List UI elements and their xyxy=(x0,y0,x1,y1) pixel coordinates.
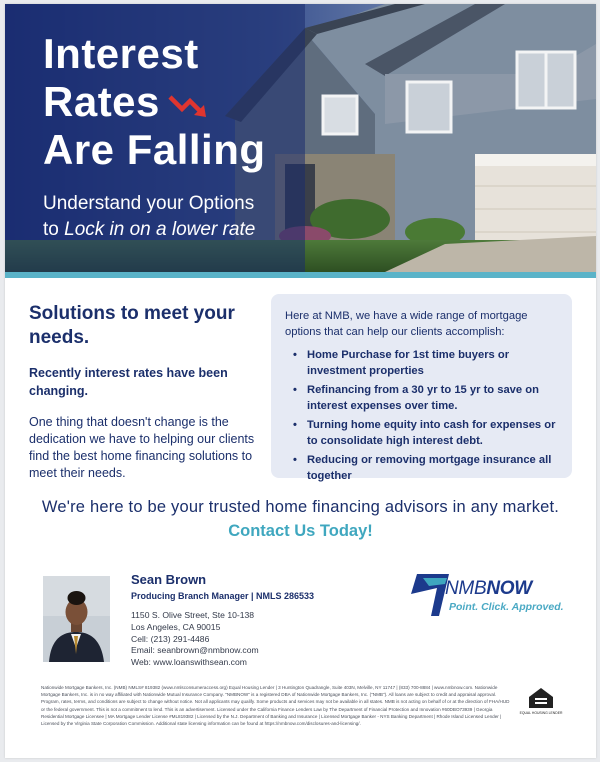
hero-subtitle-1: Understand your Options xyxy=(43,193,255,214)
hero-accent-strip xyxy=(5,272,596,278)
hero-subtitle-emphasis: Lock in on a lower rate xyxy=(64,219,256,240)
equal-housing-lender-icon xyxy=(519,686,563,716)
headline-line-1: Interest xyxy=(43,30,199,77)
solutions-heading: Solutions to meet your needs. xyxy=(29,303,235,348)
down-trend-arrow-icon xyxy=(168,91,208,119)
flyer-page xyxy=(5,4,596,758)
list-item xyxy=(285,382,558,414)
hero-subtitle-2 xyxy=(43,218,255,242)
agent-web[interactable]: Web: www.loanswithsean.com xyxy=(131,657,247,668)
hero-banner xyxy=(5,4,596,272)
tagline: We're here to be your trusted home financing advisors in any market. xyxy=(41,498,560,516)
ehl-label: EQUAL HOUSING LENDER xyxy=(519,711,563,715)
legal-disclaimer: Nationwide Mortgage Bankers, Inc. (NMB) NMLS# 819382 (www.nmlsconsumeraccess.org) Equal Housing Lender | 3 Huntington Quadrangle, Suite 403N, Melville, NY 11747 | (833) 700-8884 | www.nmbnow.com. Nationwide Mortgage Bankers, Inc. is in no way affiliated with Nationwide Mutual Insurance Company. "NMBNOW" is a registered DBA of Nationwide Mortgage Bankers, Inc. ("NMB"). All loans are subject to credit and appraisal approval. Program, rates, terms, and conditions are subject to change without notice. Not all applicants may qualify. Some products and services may not be available in all states. NMB is not acting on behalf of or at the direction of FHA/HUD or the federal government. This is not a commitment to lend. This is an advertisement. Licensed under the California Finance Lenders Law by The Department of Financial Protection and Innovation #60DBO73939 | Georgia Residential Mortgage Licensee | MA Mortgage Lender License #ML819382 | Licensed by the N.J. Department of Banking and Insurance | Licensed Mortgage Banker - NYS Banking Department | Rhode Island Licensed Lender | Licensed by the Virginia State Corporation Commission. Additional state licensing information can be found at https://nmbnow.com/disclosures-and-licensing/. xyxy=(41,685,510,727)
list-item-text: Turning home equity into cash for expenses or to consolidate high interest debt. xyxy=(307,419,556,447)
headline-rates: Rates xyxy=(43,78,160,125)
list-item xyxy=(285,452,558,484)
list-item xyxy=(285,417,558,449)
contact-cta[interactable]: Contact Us Today! xyxy=(228,522,373,540)
list-item-text: Refinancing from a 30 yr to 15 yr to save on interest expenses over time. xyxy=(307,384,539,412)
headline-line-3: Are Falling xyxy=(43,126,266,173)
bullet-icon: • xyxy=(293,384,297,396)
options-list xyxy=(285,347,558,484)
agent-email[interactable]: Email: seanbrown@nmbnow.com xyxy=(131,645,259,656)
agent-info xyxy=(131,572,361,669)
list-item xyxy=(285,347,558,379)
bullet-icon: • xyxy=(293,349,297,361)
bullet-icon: • xyxy=(293,419,297,431)
logo-wordmark xyxy=(445,578,532,600)
agent-name: Sean Brown xyxy=(131,572,207,587)
agent-title: Producing Branch Manager | NMLS 286533 xyxy=(131,591,315,601)
logo-now: NOW xyxy=(486,578,532,599)
hero-subtitle-prefix: to xyxy=(43,219,65,240)
headline-line-2 xyxy=(43,78,208,126)
agent-cell[interactable]: Cell: (213) 291-4486 xyxy=(131,633,210,644)
agent-address-1: 1150 S. Olive Street, Ste 10-138 xyxy=(131,610,255,620)
agent-contact-lines xyxy=(131,610,361,669)
options-card xyxy=(271,294,572,482)
options-intro: Here at NMB, we have a wide range of mortgage options that can help our clients accomplish: xyxy=(285,310,528,338)
ehl-house-icon xyxy=(519,686,563,716)
list-item-text: Home Purchase for 1st time buyers or investment properties xyxy=(307,349,510,377)
dedication-text: One thing that doesn't change is the dedication we have to helping our clients find the best home financing solutions to meet their needs. xyxy=(29,415,255,480)
bullet-icon: • xyxy=(293,454,297,466)
agent-photo xyxy=(43,576,110,662)
recent-rates-text: Recently interest rates have been changing. xyxy=(29,366,228,398)
left-column xyxy=(29,302,261,482)
list-item-text: Reducing or removing mortgage insurance all together xyxy=(307,454,552,482)
logo-nmb: NMB xyxy=(445,578,487,599)
agent-address-2: Los Angeles, CA 90015 xyxy=(131,621,221,632)
agent-portrait-icon xyxy=(43,576,110,662)
logo-tagline: Point. Click. Approved. xyxy=(449,601,564,613)
